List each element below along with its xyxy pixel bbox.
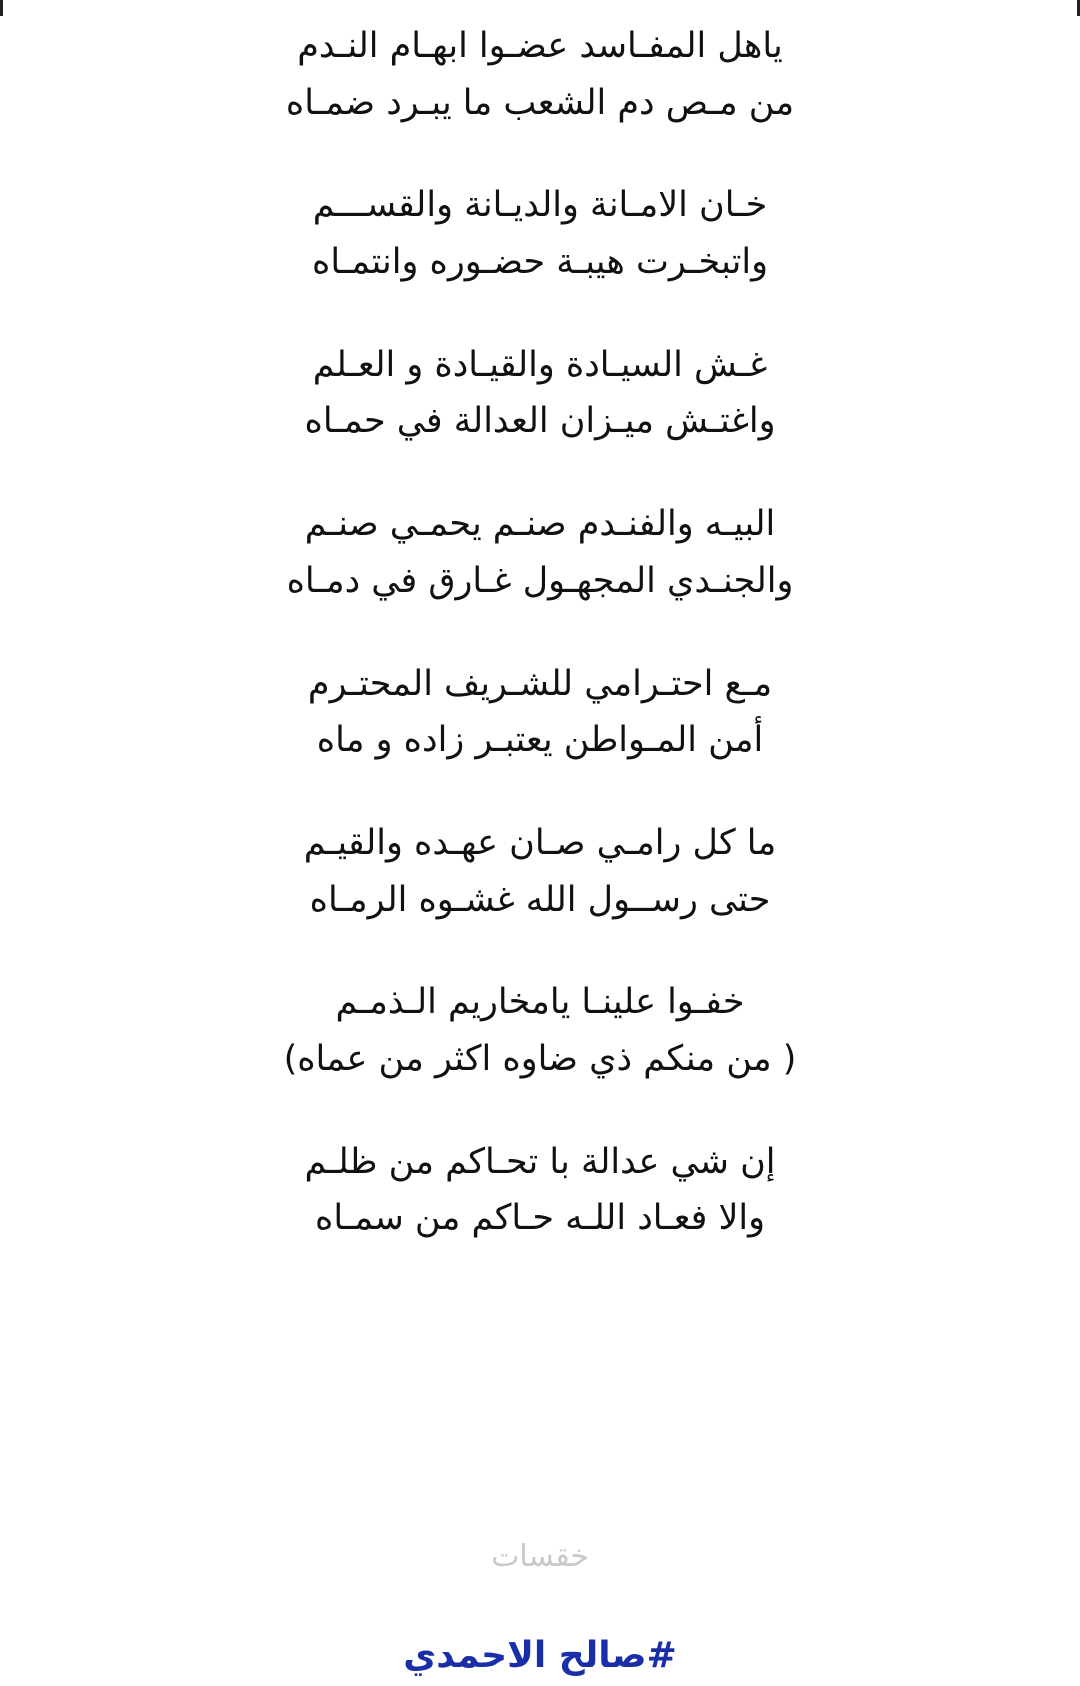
watermark-text: خقسات	[491, 1539, 589, 1574]
verse-line: ياهل المفـاسد عضـوا ابهـام النـدم	[297, 26, 783, 66]
stanza	[70, 974, 1010, 1087]
verse-line: ( من منكم ذي ضاوه اكثر من عماه)	[283, 1038, 797, 1079]
verse-line: غـش السيـادة والقيـادة و العـلم	[312, 344, 768, 385]
stanza	[70, 1134, 1010, 1247]
verse-line: واتبخـرت هيبـة حضـوره وانتمـاه	[312, 242, 768, 283]
stanza	[70, 815, 1010, 928]
verse-line: ما كل رامـي صـان عهـده والقيـم	[303, 822, 777, 863]
stanza	[70, 337, 1010, 450]
verse-line: مـع احتـرامي للشـريف المحتـرم	[307, 663, 773, 704]
stanza	[70, 656, 1010, 769]
author-signature: #صالح الاحمدي	[403, 1635, 677, 1676]
verse-line: أمن المـواطن يعتبـر زاده و ماه	[316, 720, 764, 761]
stanza	[70, 177, 1010, 290]
corner-mark-left	[0, 0, 3, 16]
verse-line: والا فعـاد اللـه حـاكم من سمـاه	[314, 1198, 766, 1239]
verse-line: من مـص دم الشعب ما يبـرد ضمـاه	[285, 82, 795, 123]
verse-line: إن شي عدالة با تحـاكم من ظلـم	[304, 1141, 776, 1182]
verse-line: البيـه والفنـدم صنـم يحمـي صنـم	[304, 504, 776, 545]
stanza	[70, 496, 1010, 609]
verse-line: واغتـش ميـزان العدالة في حمـاه	[304, 401, 776, 442]
verse-line: حتى رســول الله غشـوه الرمـاه	[309, 879, 771, 920]
verse-line: خـان الامـانة والديـانة والقســـم	[312, 185, 768, 226]
verse-line: خفـوا علينـا يامخاريم الـذمـم	[335, 982, 745, 1023]
verse-line: والجنـدي المجهـول غـارق في دمـاه	[286, 560, 794, 601]
stanza	[70, 18, 1010, 131]
poem-body	[70, 18, 1010, 1293]
